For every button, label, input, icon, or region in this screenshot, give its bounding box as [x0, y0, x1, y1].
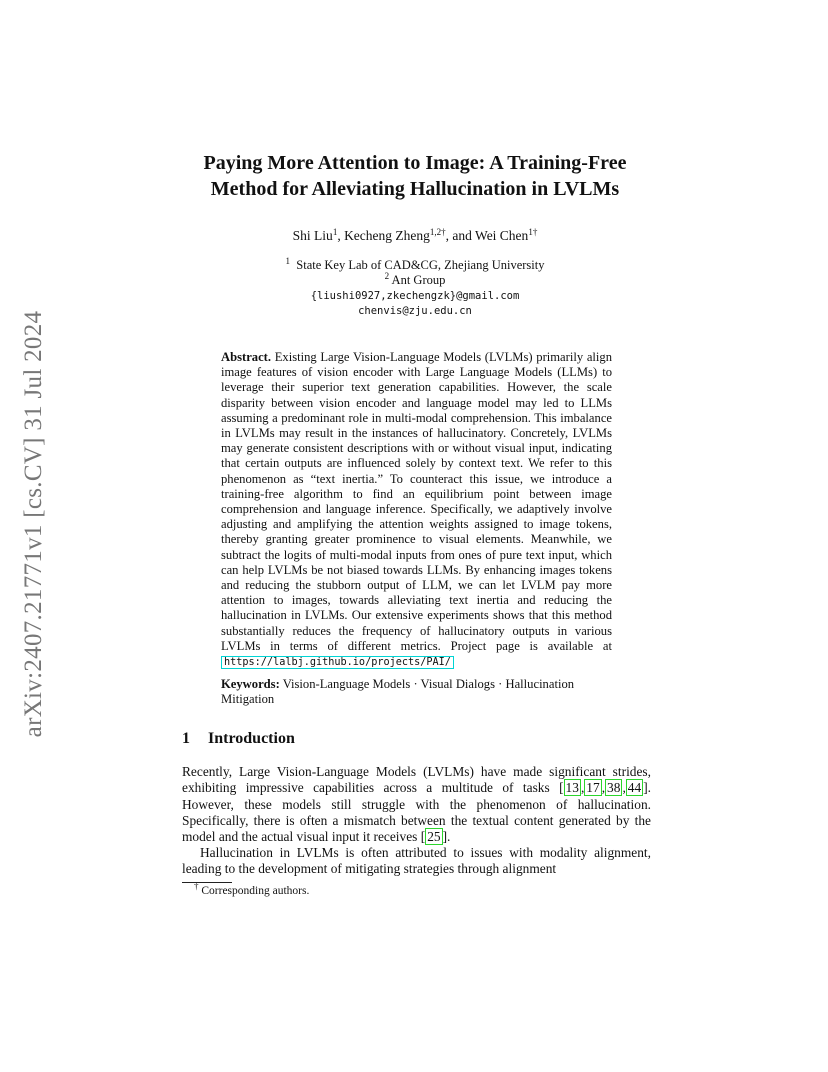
- affiliation-2-text: Ant Group: [391, 273, 446, 287]
- citation-link[interactable]: 17: [586, 780, 600, 796]
- section-heading-introduction: [182, 730, 295, 748]
- email-line-2: chenvis@zju.edu.cn: [358, 305, 472, 317]
- intro-p1-text-c: ].: [442, 829, 451, 845]
- footnote: [194, 881, 310, 897]
- affiliation-1-marker: 1: [285, 256, 291, 266]
- intro-p1-text-b: ]. However, these models still struggle with the phenomenon of hallucination. Specifically, there is often a mismatch between the textual content generated by the model and the actual visual input it receives [: [182, 780, 651, 845]
- footnote-marker: †: [194, 881, 199, 891]
- arxiv-identifier-stamp: arXiv:2407.21771v1 [cs.CV] 31 Jul 2024: [20, 310, 47, 738]
- project-page-prefix: Project page is available at: [450, 638, 612, 653]
- abstract-text: Existing Large Vision-Language Models (LVLMs) primarily align image features of vision encoder with Large Language Models (LLMs) to leverage their superior text generation capabilities. However, the scale disparity between vision encoder and language model may led to LLMs assuming a predominant role in multi-modal comprehension. This imbalance in LVLMs may result in the instances of hallucinatory. Concretely, LVLMs may generate consistent descriptions with or without visual input, indicating that certain outputs are influenced solely by context text. We refer to this phenomenon as “text inertia.” To counteract this issue, we introduce a training-free algorithm to find an equilibrium point between image comprehension and language inference. Specifically, we adaptively involve adjusting and amplifying the attention weights assigned to image tokens, thereby granting greater prominence to visual elements. Meanwhile, we subtract the logits of multi-modal inputs from ones of pure text input, which can help LVLMs be not biased towards LLMs. By enhancing images tokens and reducing the stubborn output of LLM, we can let LVLM pay more attention to images, towards alleviating text inertia and reducing the hallucination in LVLMs. Our extensive experiments shows that this method substantially reduces the frequency of hallucinatory outputs in various LVLMs in terms of different metrics.: [221, 350, 612, 653]
- author-1-affiliation: 1: [332, 227, 338, 237]
- citation-link[interactable]: 13: [565, 780, 579, 796]
- author-2-affiliation: 1,2†: [429, 227, 446, 237]
- affiliation-2: [150, 273, 680, 288]
- intro-p1-text-a: Recently, Large Vision-Language Models (LVLMs) have made significant strides, exhibiting impressive capabilities across a multitude of tasks [: [182, 764, 651, 796]
- title-line-2: Method for Alleviating Hallucination in LVLMs: [210, 178, 620, 200]
- affiliation-1: [150, 258, 680, 273]
- affiliation-2-marker: 2: [384, 271, 390, 281]
- intro-paragraph-1: Recently, Large Vision-Language Models (LVLMs) have made significant strides, exhibiting impressive capabilities across a multitude of tasks [ 13 , 17 , 38 , 44 ]. However, these models still struggle with the phenomenon of hallucination. Specifically, there is often a mismatch between the textual content generated by the model and the actual visual input it receives [ 25 ].: [182, 764, 651, 845]
- keywords: [221, 677, 612, 707]
- footnote-text: Corresponding authors.: [201, 885, 310, 897]
- author-separator: ,: [337, 228, 345, 243]
- citation-link[interactable]: 25: [427, 829, 441, 845]
- abstract: [221, 350, 612, 670]
- abstract-label: Abstract.: [221, 350, 272, 364]
- author-3-name: , and Wei Chen: [445, 228, 529, 243]
- citation-link[interactable]: 44: [627, 780, 642, 796]
- email-line-1: {liushi0927,zkechengzk}@gmail.com: [310, 290, 520, 302]
- section-title: Introduction: [208, 730, 295, 747]
- intro-paragraph-2: Hallucination in LVLMs is often attributed to issues with modality alignment, leading to the development of mitigating strategies through alignment: [182, 845, 651, 877]
- project-page-link[interactable]: https://lalbj.github.io/projects/PAI/: [221, 656, 454, 669]
- keywords-text: Vision-Language Models · Visual Dialogs · Hallucination Mitigation: [221, 677, 575, 707]
- affiliation-1-text: State Key Lab of CAD&CG, Zhejiang University: [296, 258, 545, 272]
- author-1-name: Shi Liu: [292, 228, 333, 243]
- citation-link[interactable]: 38: [607, 780, 621, 796]
- author-3-affiliation: 1†: [528, 227, 538, 237]
- footnote-rule: [182, 882, 232, 883]
- section-number: 1: [182, 730, 190, 747]
- author-list: [150, 228, 680, 244]
- paper-title: [150, 150, 680, 202]
- author-2-name: Kecheng Zheng: [344, 228, 430, 243]
- title-line-1: Paying More Attention to Image: A Training-Free: [203, 152, 627, 174]
- keywords-label: Keywords:: [221, 677, 280, 691]
